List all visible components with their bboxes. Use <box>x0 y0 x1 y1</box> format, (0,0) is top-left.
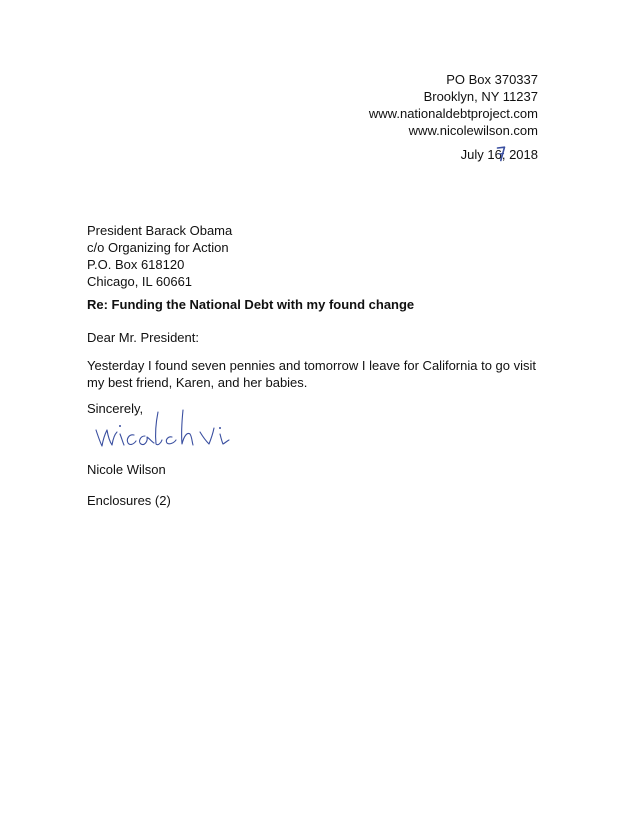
date-day-digit: 6 <box>494 147 502 162</box>
body-line-2: my best friend, Karen, and her babies. <box>87 375 308 390</box>
sender-website-primary: www.nationaldebtproject.com <box>368 106 538 121</box>
letter-body <box>87 357 537 391</box>
enclosures-note: Enclosures (2) <box>87 493 171 508</box>
letter-date <box>461 146 538 163</box>
closing: Sincerely, <box>87 401 144 416</box>
recipient-name: President Barack Obama <box>87 223 233 238</box>
recipient-organization: c/o Organizing for Action <box>87 240 229 255</box>
date-prefix: July 1 <box>460 147 495 162</box>
date-suffix: , 2018 <box>501 147 538 162</box>
date-day-digit-corrected <box>495 146 502 163</box>
body-line-1: Yesterday I found seven pennies and tomorrow I leave for California to go visit <box>87 358 536 373</box>
sender-city-state-zip: Brooklyn, NY 11237 <box>423 89 538 104</box>
sender-website-secondary: www.nicolewilson.com <box>408 123 538 138</box>
salutation: Dear Mr. President: <box>87 330 199 345</box>
recipient-address-block <box>87 222 232 290</box>
recipient-city-state-zip: Chicago, IL 60661 <box>87 274 193 289</box>
handwritten-signature <box>92 406 232 454</box>
recipient-po-box: P.O. Box 618120 <box>87 257 185 272</box>
subject-line: Re: Funding the National Debt with my found change <box>87 297 415 312</box>
signer-name: Nicole Wilson <box>87 462 166 477</box>
sender-address-block <box>369 71 538 139</box>
sender-po-box: PO Box 370337 <box>446 72 538 87</box>
